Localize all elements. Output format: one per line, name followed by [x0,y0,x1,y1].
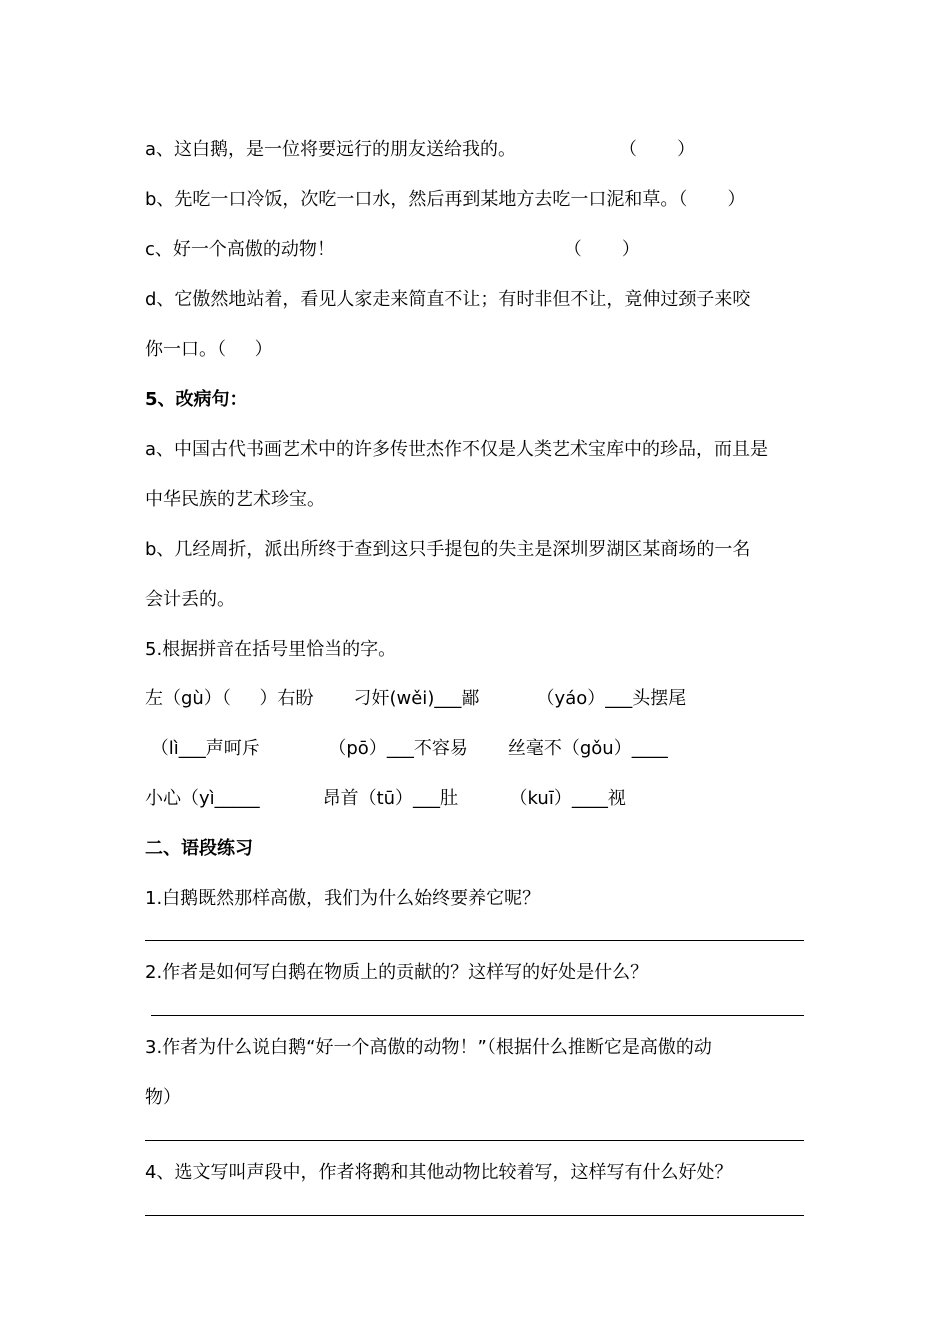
answer-line-2 [151,1015,804,1016]
question-2: 2.作者是如何写白鹅在物质上的贡献的？这样写的好处是什么？ [145,962,649,983]
question-3: 3.作者为什么说白鹅“好一个高傲的动物！”（根据什么推断它是高傲的动 [145,1037,712,1058]
question-b-line: b、先吃一口冷饭，次吃一口水，然后再到某地方去吃一口泥和草。（ ） [145,189,746,210]
answer-line-3 [145,1140,804,1141]
question-d-continued-line: 你一口。（ ） [145,339,273,360]
question-4: 4、选文写叫声段中，作者将鹅和其他动物比较着写，这样写有什么好处？ [145,1162,733,1183]
pinyin-row-3: 小心（yì_____ 昂首（tū）___肚 （kuī）____视 [145,788,626,809]
pinyin-row-2: （lì___声呵斥 （pō）___不容易 丝毫不（gǒu）____ [145,738,668,759]
answer-line-1 [145,940,804,941]
question-1: 1.白鹅既然那样高傲，我们为什么始终要养它呢？ [145,888,541,909]
question-3-continued: 物） [145,1087,181,1108]
section-heading-paragraph-practice: 二、语段练习 [145,838,253,859]
sentence-a-continued-line: 中华民族的艺术珍宝。 [145,489,325,510]
question-d-line: d、它傲然地站着，看见人家走来简直不让；有时非但不让，竟伸过颈子来咬 [145,289,751,310]
question-c-line: c、好一个高傲的动物！ （ ） [145,239,640,260]
sentence-b-continued-line: 会计丢的。 [145,589,235,610]
pinyin-row-1: 左（gù）（ ）右盼 刁奸(wěi)___鄙 （yáo）___头摆尾 [145,688,687,709]
sentence-a-line: a、中国古代书画艺术中的许多传世杰作不仅是人类艺术宝库中的珍品，而且是 [145,439,769,460]
sentence-b-line: b、几经周折，派出所终于查到这只手提包的失主是深圳罗湖区某商场的一名 [145,539,751,560]
pinyin-instruction: 5.根据拼音在括号里恰当的字。 [145,639,397,660]
question-a-line: a、这白鹅，是一位将要远行的朋友送给我的。 （ ） [145,139,696,160]
answer-line-4 [145,1215,804,1216]
section-heading-correct-sentences: 5、改病句： [145,389,248,410]
